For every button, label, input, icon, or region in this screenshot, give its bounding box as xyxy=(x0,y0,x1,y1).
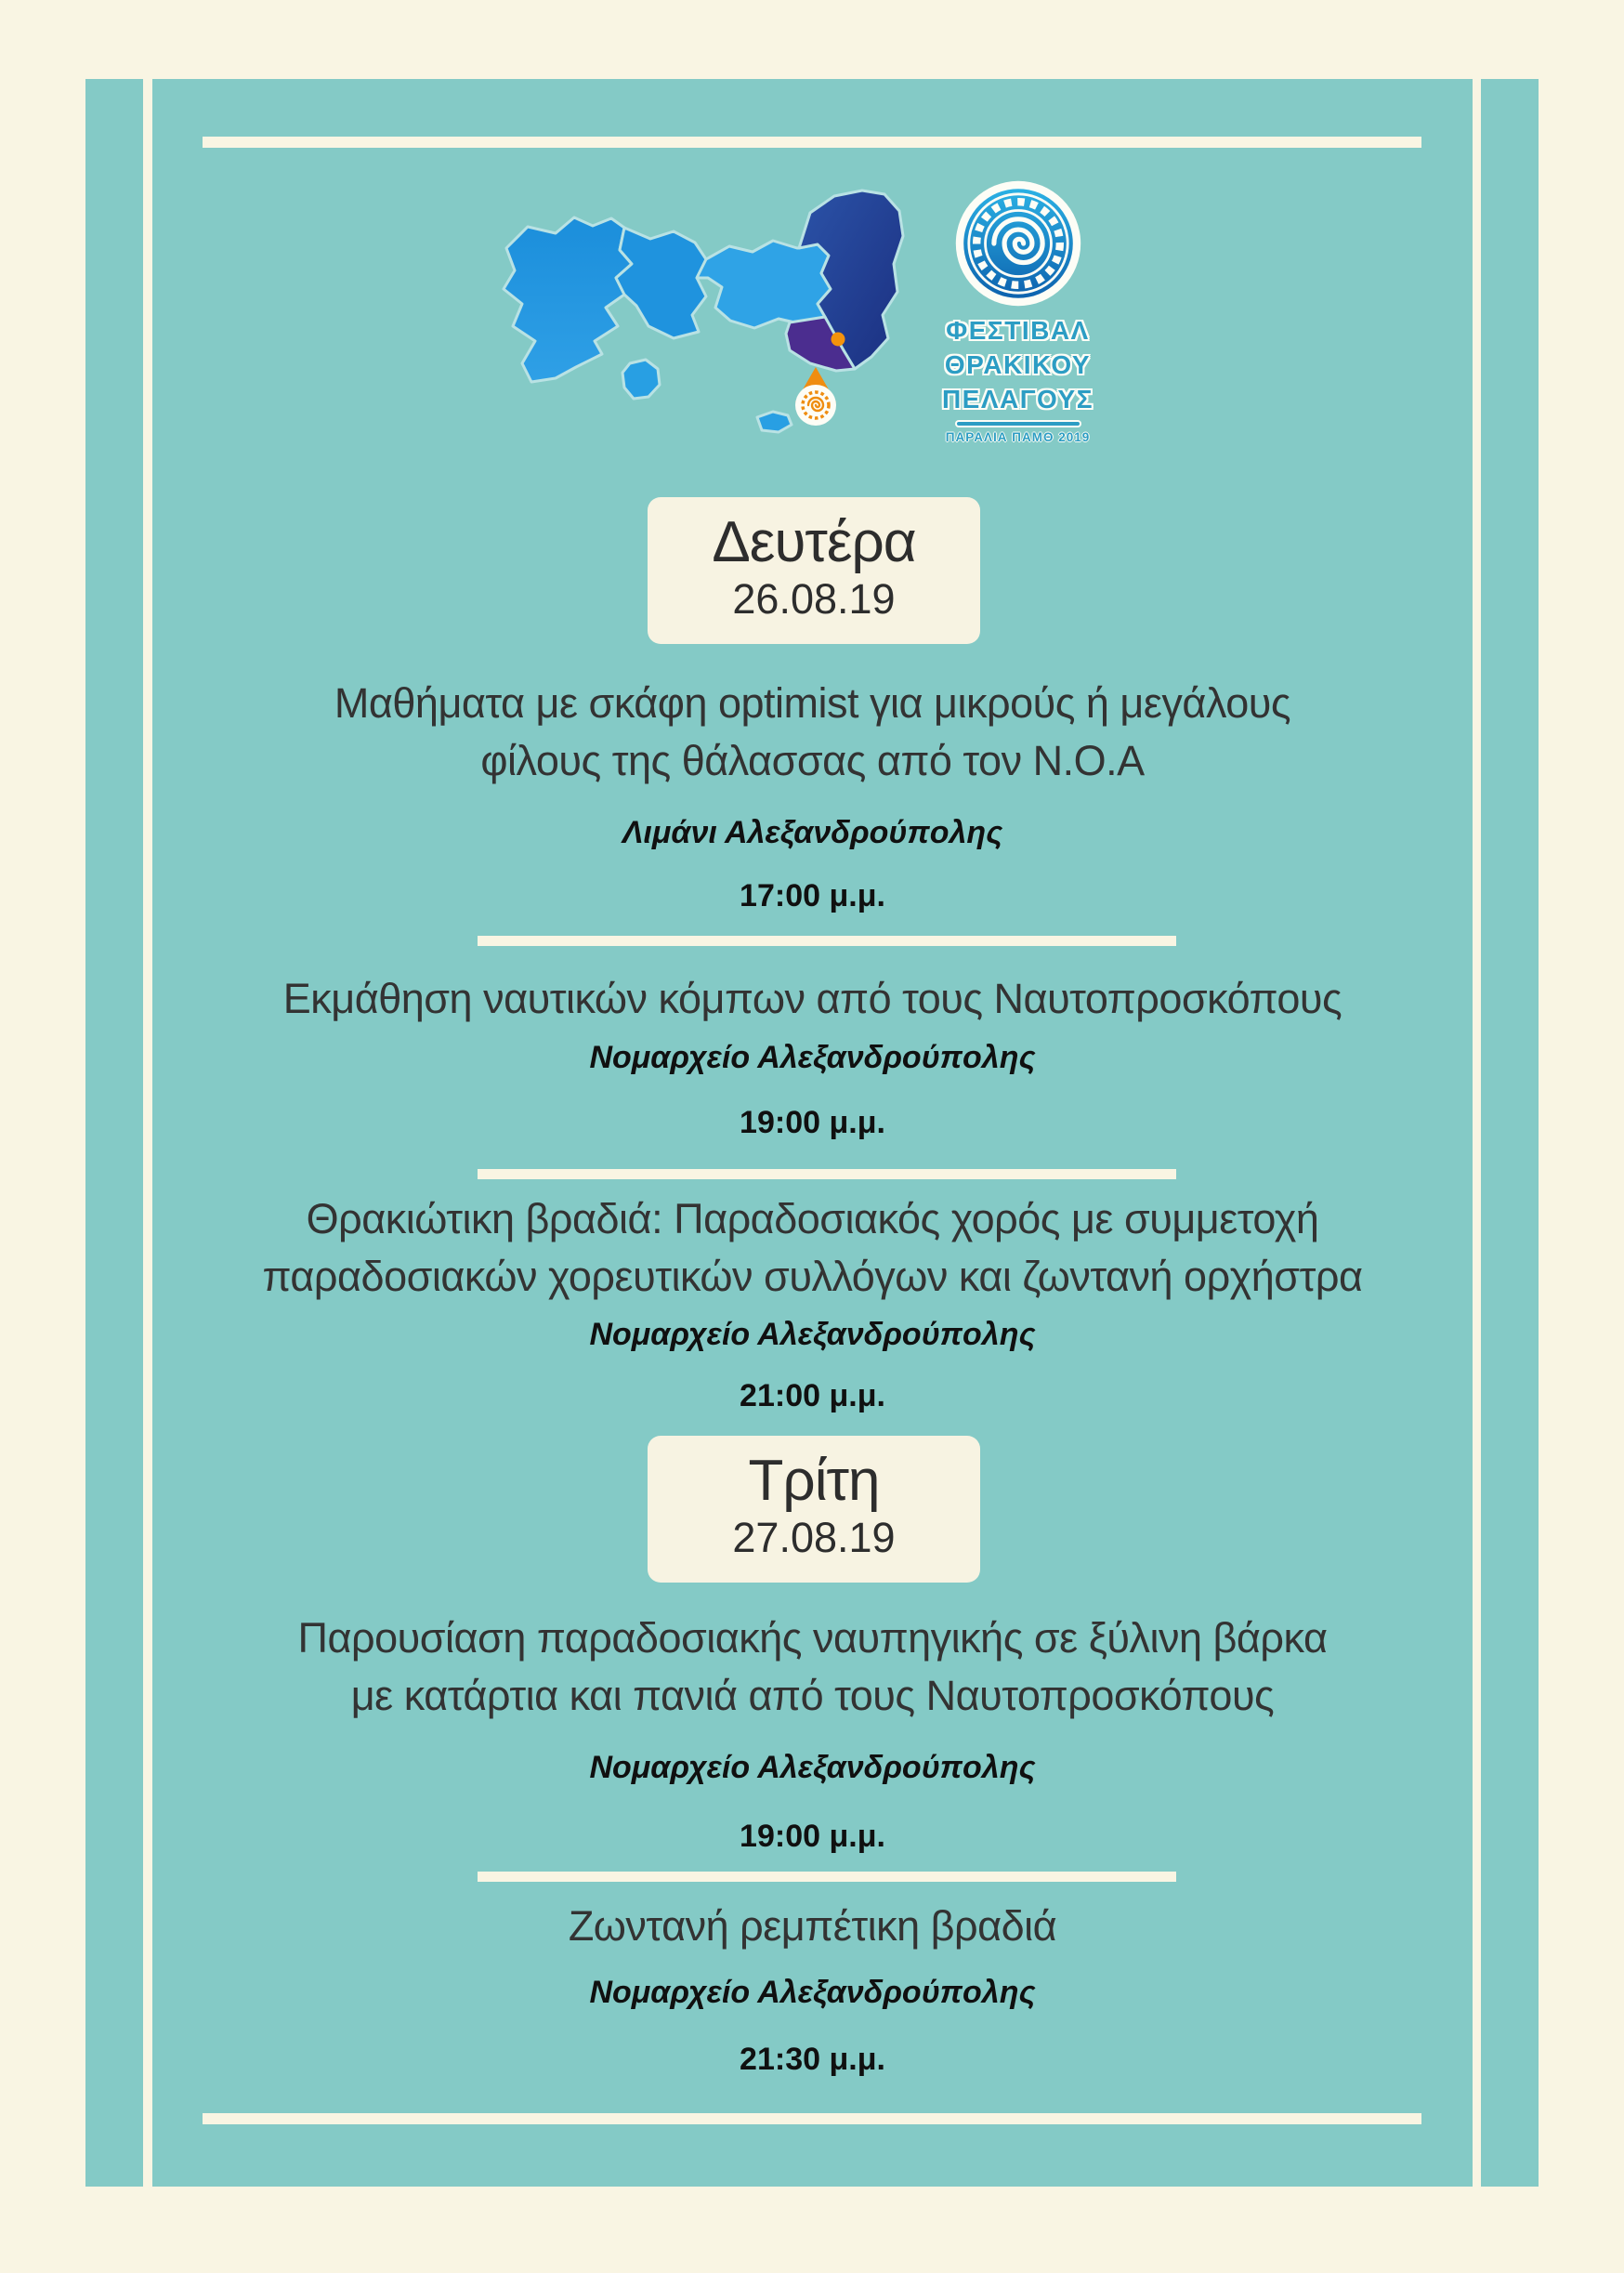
map-island-small xyxy=(757,412,792,432)
event-time: 21:00 μ.μ. xyxy=(740,1378,885,1413)
top-rule xyxy=(203,137,1421,148)
day-date: 26.08.19 xyxy=(732,575,896,623)
map-island-large xyxy=(622,360,660,399)
festival-logo-line2: ΘΡΑΚΙΚΟΥ xyxy=(944,350,1092,379)
event-title-line: Εκμάθηση ναυτικών κόμπων από τους Ναυτοπροσκόπους xyxy=(282,975,1342,1022)
event-time: 19:00 μ.μ. xyxy=(740,1819,885,1854)
event-title-line: φίλους της θάλασσας από τον Ν.Ο.Α xyxy=(480,737,1145,784)
event-location: Νομαρχείο Αλεξανδρούπολης xyxy=(589,1750,1036,1785)
bottom-rule xyxy=(203,2113,1421,2124)
festival-logo xyxy=(936,178,1099,444)
event-title-line: παραδοσιακών χορευτικών συλλόγων και ζωντανή ορχήστρα xyxy=(262,1253,1363,1300)
event-title-line: με κατάρτια και πανιά από τους Ναυτοπροσκόπους xyxy=(350,1672,1275,1719)
event-title xyxy=(152,1190,1473,1306)
event-title-line: Μαθήματα με σκάφη optimist για μικρούς ή μεγάλους xyxy=(334,679,1291,727)
event-location: Λιμάνι Αλεξανδρούπολης xyxy=(622,815,1003,850)
event-title-line: Θρακιώτικη βραδιά: Παραδοσιακός χορός με συμμετοχή xyxy=(306,1195,1319,1242)
right-accent-stripe xyxy=(1481,79,1539,2187)
festival-logo-line1: ΦΕΣΤΙΒΑΛ xyxy=(946,316,1090,345)
festival-logo-line3: ΠΕΛΑΓΟΥΣ xyxy=(941,385,1094,414)
day-name: Δευτέρα xyxy=(712,510,916,574)
day-name: Τρίτη xyxy=(748,1449,880,1513)
event-title xyxy=(152,675,1473,790)
event-location: Νομαρχείο Αλεξανδρούπολης xyxy=(589,1975,1036,2010)
festival-spiral-icon xyxy=(953,178,1083,309)
location-spiral-marker xyxy=(795,367,836,426)
event-title xyxy=(152,1898,1473,1955)
map-region-center xyxy=(616,228,706,338)
event-divider xyxy=(478,1872,1176,1882)
event-title xyxy=(152,970,1473,1028)
day-box-tuesday xyxy=(648,1436,980,1583)
event-title-line: Ζωντανή ρεμπέτικη βραδιά xyxy=(568,1902,1057,1950)
event-time: 19:00 μ.μ. xyxy=(740,1105,885,1140)
map-region-west xyxy=(504,217,632,382)
event-title xyxy=(152,1609,1473,1725)
location-dot xyxy=(832,333,845,347)
day-box-monday xyxy=(648,497,980,644)
map-region-center-east xyxy=(697,241,831,328)
event-title-line: Παρουσίαση παραδοσιακής ναυπηγικής σε ξύλινη βάρκα xyxy=(297,1614,1328,1662)
event-location: Νομαρχείο Αλεξανδρούπολης xyxy=(589,1040,1036,1075)
event-divider xyxy=(478,1169,1176,1179)
event-location: Νομαρχείο Αλεξανδρούπολης xyxy=(589,1317,1036,1352)
left-accent-stripe xyxy=(85,79,143,2187)
event-divider xyxy=(478,936,1176,946)
day-date: 27.08.19 xyxy=(732,1514,896,1561)
thrace-map-graphic xyxy=(483,184,920,446)
logo-rule xyxy=(957,422,1080,426)
event-time: 21:30 μ.μ. xyxy=(740,2042,885,2077)
event-time: 17:00 μ.μ. xyxy=(740,878,885,913)
festival-logo-subtitle: ΠΑΡΑΛΙΑ ΠΑΜΘ 2019 xyxy=(945,430,1091,444)
